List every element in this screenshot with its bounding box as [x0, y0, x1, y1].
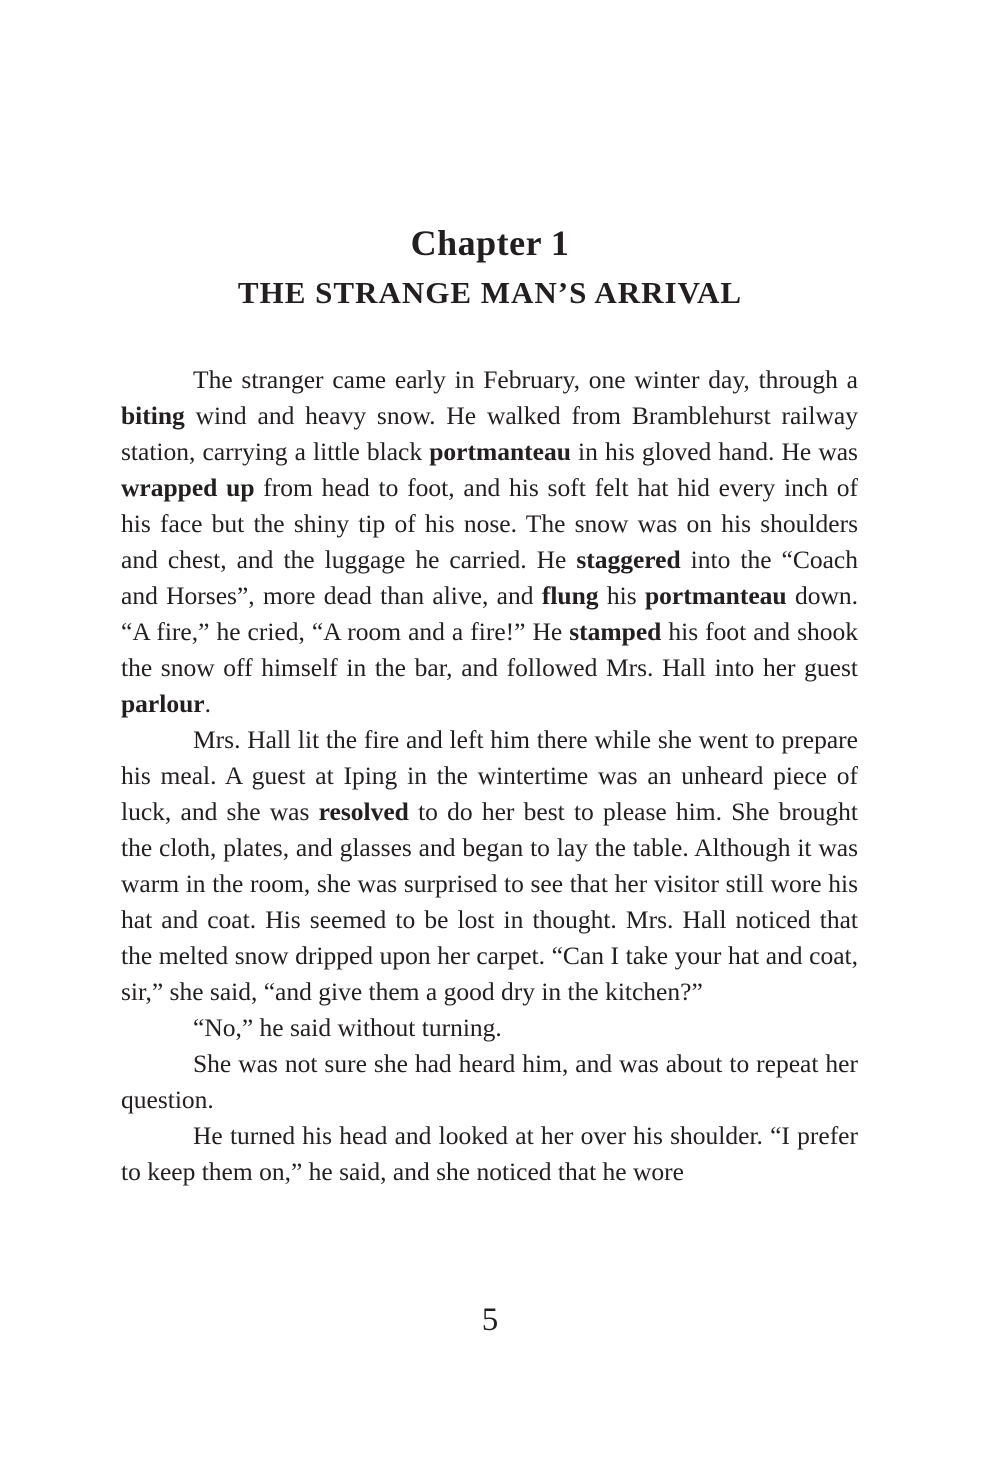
paragraph: [121, 362, 858, 722]
text-run: The stranger came early in February, one winter day, through a: [193, 365, 858, 394]
text-run: He turned his head and looked at her over his shoulder. “I prefer to keep them on,” he said, and she noticed that he wore: [121, 1121, 858, 1186]
vocabulary-word: wrapped up: [121, 473, 255, 502]
text-run: his foot and shook the snow off himself in the bar, and followed Mrs. Hall into her guest: [121, 617, 859, 682]
text-run: in his gloved hand. He was: [570, 437, 858, 466]
vocabulary-word: portmanteau: [429, 437, 571, 466]
text-run: Mrs. Hall lit the fire and left him there while she went to prepare his meal. A guest at Iping in the wintertime was an unheard piece of luck, and she was: [121, 725, 858, 826]
vocabulary-word: flung: [541, 581, 599, 610]
vocabulary-word: biting: [121, 401, 185, 430]
vocabulary-word: staggered: [576, 545, 681, 574]
text-run: into the “Coach and Horses”, more dead than alive, and: [121, 545, 858, 610]
text-run: to do her best to please him. She brought the cloth, plates, and glasses and began to lay the table. Although it was warm in the room, she was surprised to see that her visitor still wore his hat and coat. His seemed to be lost in thought. Mrs. Hall noticed that the melted snow dripped upon her carpet. “Can I take your hat and coat, sir,” she said, “and give them a good dry in the kitchen?”: [121, 797, 859, 1006]
paragraph: [121, 722, 858, 1010]
text-run: wind and heavy snow. He walked from Bramblehurst railway station, carrying a little black: [121, 401, 858, 466]
paragraph: [121, 1046, 858, 1118]
vocabulary-word: stamped: [569, 617, 662, 646]
vocabulary-word: portmanteau: [644, 581, 787, 610]
chapter-title: THE STRANGE MAN’S ARRIVAL: [237, 275, 743, 310]
vocabulary-word: parlour: [121, 689, 205, 718]
chapter-number: Chapter 1: [410, 223, 570, 263]
text-run: from head to foot, and his soft felt hat hid every inch of his face but the shiny tip of his nose. The snow was on his shoulders and chest, and the luggage he carried. He: [121, 473, 858, 574]
paragraph: [121, 1118, 858, 1190]
body-text: [121, 362, 858, 1190]
vocabulary-word: resolved: [318, 797, 409, 826]
text-run: .: [204, 689, 211, 718]
text-run: She was not sure she had heard him, and was about to repeat her question.: [121, 1049, 858, 1114]
text-run: his: [598, 581, 645, 610]
paragraph: [121, 1010, 858, 1046]
page-number: 5: [481, 1302, 499, 1338]
text-run: down. “A fire,” he cried, “A room and a fire!” He: [121, 581, 858, 646]
text-run: “No,” he said without turning.: [193, 1013, 502, 1042]
